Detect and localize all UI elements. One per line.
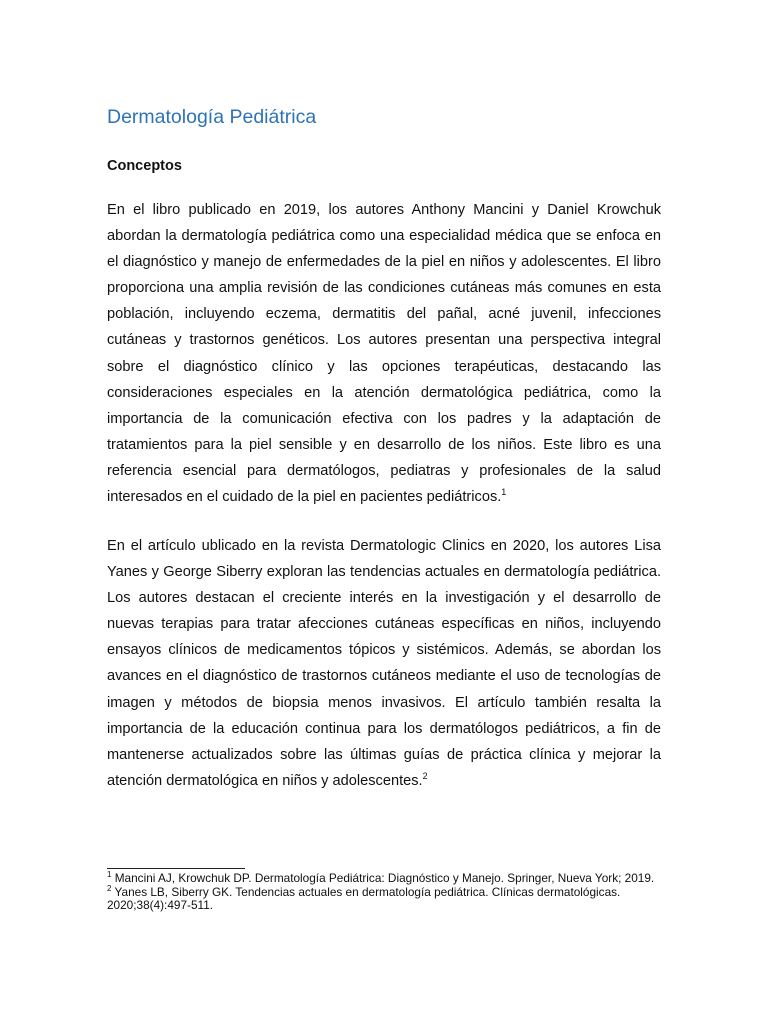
section-heading: Conceptos [107,158,182,174]
paragraph-2-text: En el artículo ublicado en la revista Dermatologic Clinics en 2020, los autores Lisa Yanes y George Siberry exploran las tendencias actuales en dermatología pediátrica. Los autores destacan el creciente interés en la investigación y el desarrollo de nuevas terapias para tratar afecciones cutáneas específicas en niños, incluyendo ensayos clínicos de medicamentos tópicos y sistémicos. Además, se abordan los avances en el diagnóstico de trastornos cutáneos mediante el uso de tecnologías de imagen y métodos de biopsia menos invasivos. El artículo también resalta la importancia de la educación continua para los dermatólogos pediátricos, a fin de mantenerse actualizados sobre las últimas guías de práctica clínica y mejorar la atención dermatológica en niños y adolescentes. [107,538,661,789]
document-title: Dermatología Pediátrica [107,106,317,128]
paragraph-2 [107,533,661,794]
footnotes [107,872,667,913]
paragraph-1-text: En el libro publicado en 2019, los autores Anthony Mancini y Daniel Krowchuk abordan la dermatología pediátrica como una especialidad médica que se enfoca en el diagnóstico y manejo de enfermedades de la piel en niños y adolescentes. El libro proporciona una amplia revisión de las condiciones cutáneas más comunes en esta población, incluyendo eczema, dermatitis del pañal, acné juvenil, infecciones cutáneas y trastornos genéticos. Los autores presentan una perspectiva integral sobre el diagnóstico clínico y las opciones terapéuticas, destacando las consideraciones especiales en la atención dermatológica pediátrica, como la importancia de la comunicación efectiva con los padres y la adaptación de tratamientos para la piel sensible y en desarrollo de los niños. Este libro es una referencia esencial para dermatólogos, pediatras y profesionales de la salud interesados en el cuidado de la piel en pacientes pediátricos. [107,202,661,506]
footnote-1-mark: 1 [107,870,112,880]
footnote-ref-1: 1 [501,487,507,498]
footnote-2-text: Yanes LB, Siberry GK. Tendencias actuales en dermatología pediátrica. Clínicas dermatológicas. 2020;38(4):497-511. [107,884,621,912]
footnote-ref-2: 2 [422,770,428,781]
footnote-2-mark: 2 [107,883,112,893]
footnote-2 [107,883,667,913]
footnote-1 [107,872,667,886]
paragraph-1 [107,197,661,510]
footnote-1-text: Mancini AJ, Krowchuk DP. Dermatología Pediátrica: Diagnóstico y Manejo. Springer, Nueva York; 2019. [111,871,655,885]
footnote-separator [107,868,245,869]
